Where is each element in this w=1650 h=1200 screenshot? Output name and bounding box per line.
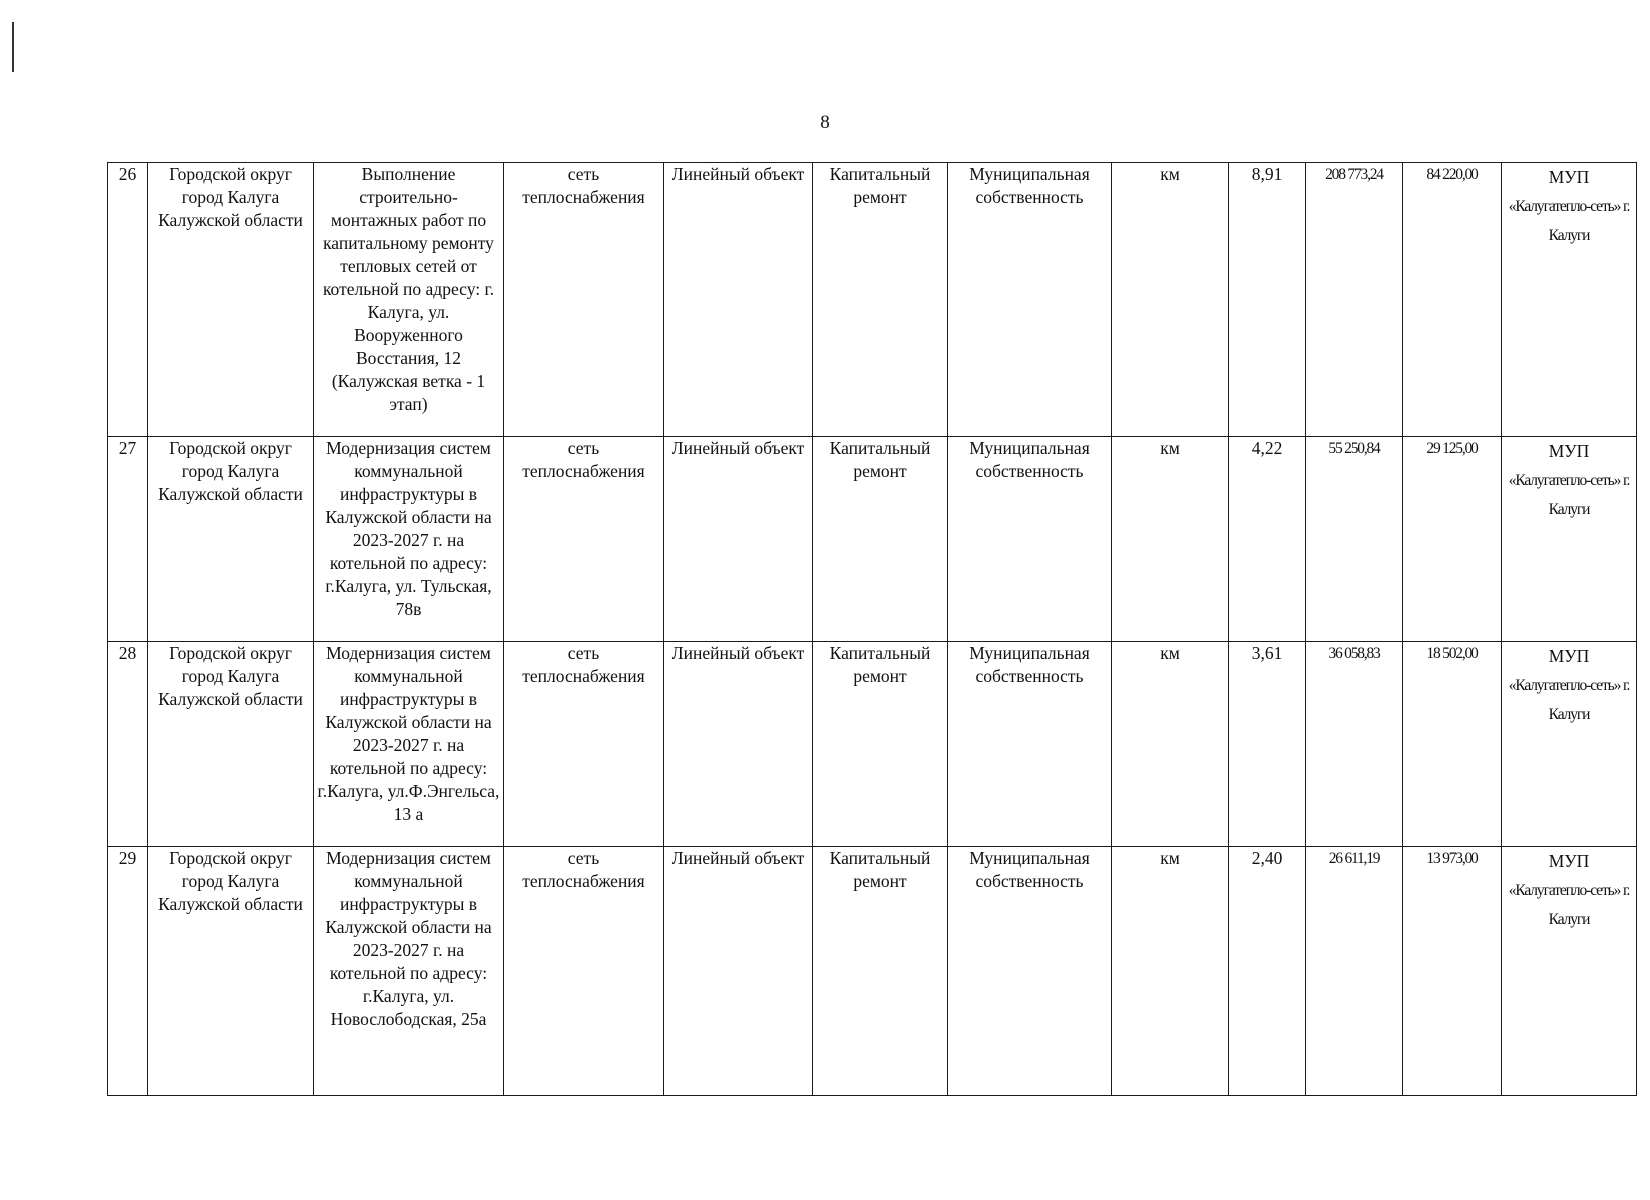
- table-row: [108, 847, 1637, 1096]
- margin-mark: [12, 22, 14, 72]
- organization-detail: «Калугатепло-сеть» г. Калуги: [1508, 198, 1630, 244]
- unit-cell: км: [1112, 437, 1229, 642]
- unit-cell: км: [1112, 642, 1229, 847]
- organization-cell: [1502, 437, 1637, 642]
- cost-total-cell: 26 611,19: [1306, 847, 1403, 1096]
- organization-cell: [1502, 163, 1637, 437]
- territory-cell: Городской округ город Калуга Калужской области: [148, 163, 314, 437]
- ownership-cell: Муниципальная собственность: [948, 437, 1112, 642]
- network-cell: сеть теплоснабжения: [504, 437, 664, 642]
- cost-part-cell: 84 220,00: [1403, 163, 1502, 437]
- row-number: 27: [108, 437, 148, 642]
- ownership-cell: Муниципальная собственность: [948, 163, 1112, 437]
- object-type-cell: Линейный объект: [664, 847, 813, 1096]
- cost-part-cell: 29 125,00: [1403, 437, 1502, 642]
- length-cell: 8,91: [1229, 163, 1306, 437]
- territory-cell: Городской округ город Калуга Калужской области: [148, 642, 314, 847]
- object-type-cell: Линейный объект: [664, 642, 813, 847]
- description-cell: Модернизация систем коммунальной инфраструктуры в Калужской области на 2023-2027 г. на котельной по адресу: г.Калуга, ул.Ф.Энгельса, 13 а: [314, 642, 504, 847]
- network-cell: сеть теплоснабжения: [504, 847, 664, 1096]
- length-cell: 2,40: [1229, 847, 1306, 1096]
- organization-name: МУП: [1548, 441, 1590, 461]
- objects-table: [107, 162, 1637, 1096]
- cost-total-cell: 36 058,83: [1306, 642, 1403, 847]
- page-number: 8: [820, 112, 830, 133]
- row-number: 28: [108, 642, 148, 847]
- length-cell: 4,22: [1229, 437, 1306, 642]
- unit-cell: км: [1112, 163, 1229, 437]
- network-cell: сеть теплоснабжения: [504, 163, 664, 437]
- description-cell: Модернизация систем коммунальной инфраструктуры в Калужской области на 2023-2027 г. на котельной по адресу: г.Калуга, ул. Тульская, 78в: [314, 437, 504, 642]
- table-row: [108, 437, 1637, 642]
- cost-total-cell: 55 250,84: [1306, 437, 1403, 642]
- network-cell: сеть теплоснабжения: [504, 642, 664, 847]
- object-type-cell: Линейный объект: [664, 437, 813, 642]
- territory-cell: Городской округ город Калуга Калужской области: [148, 847, 314, 1096]
- work-type-cell: Капитальный ремонт: [813, 437, 948, 642]
- organization-detail: «Калугатепло-сеть» г. Калуги: [1508, 472, 1630, 518]
- table-row: [108, 642, 1637, 847]
- work-type-cell: Капитальный ремонт: [813, 163, 948, 437]
- ownership-cell: Муниципальная собственность: [948, 642, 1112, 847]
- description-cell: Выполнение строительно-монтажных работ по капитальному ремонту тепловых сетей от котельной по адресу: г. Калуга, ул. Вооруженного Восстания, 12 (Калужская ветка - 1 этап): [314, 163, 504, 437]
- cost-part-cell: 18 502,00: [1403, 642, 1502, 847]
- row-number: 29: [108, 847, 148, 1096]
- description-cell: Модернизация систем коммунальной инфраструктуры в Калужской области на 2023-2027 г. на котельной по адресу: г.Калуга, ул. Новослободская, 25а: [314, 847, 504, 1096]
- row-number: 26: [108, 163, 148, 437]
- organization-name: МУП: [1548, 646, 1590, 666]
- territory-cell: Городской округ город Калуга Калужской области: [148, 437, 314, 642]
- ownership-cell: Муниципальная собственность: [948, 847, 1112, 1096]
- length-cell: 3,61: [1229, 642, 1306, 847]
- organization-detail: «Калугатепло-сеть» г. Калуги: [1508, 882, 1630, 928]
- cost-total-cell: 208 773,24: [1306, 163, 1403, 437]
- organization-cell: [1502, 847, 1637, 1096]
- organization-detail: «Калугатепло-сеть» г. Калуги: [1508, 677, 1630, 723]
- object-type-cell: Линейный объект: [664, 163, 813, 437]
- organization-cell: [1502, 642, 1637, 847]
- unit-cell: км: [1112, 847, 1229, 1096]
- work-type-cell: Капитальный ремонт: [813, 642, 948, 847]
- table-row: [108, 163, 1637, 437]
- organization-name: МУП: [1548, 167, 1590, 187]
- organization-name: МУП: [1548, 851, 1590, 871]
- cost-part-cell: 13 973,00: [1403, 847, 1502, 1096]
- work-type-cell: Капитальный ремонт: [813, 847, 948, 1096]
